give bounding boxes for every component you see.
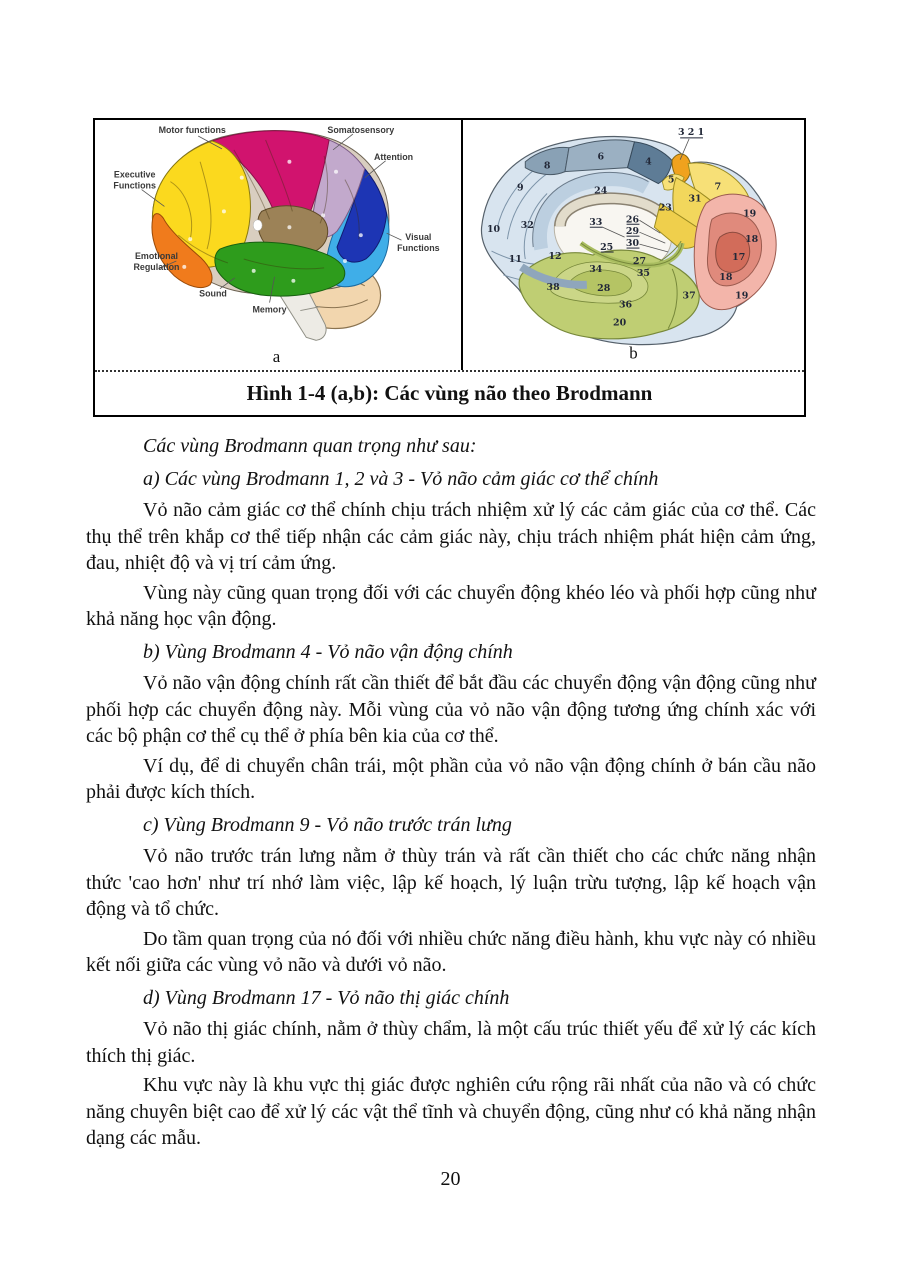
label-visual-1: Visual <box>405 232 432 243</box>
label-executive-2: Functions <box>113 180 156 191</box>
ba-37: 37 <box>682 290 696 302</box>
figure-panel-b <box>463 120 804 370</box>
label-emotional-1: Emotional <box>134 250 179 261</box>
ba-30: 30 <box>625 238 640 250</box>
section-a-heading: a) Các vùng Brodmann 1, 2 và 3 - Vỏ não cảm giác cơ thể chính <box>143 467 659 490</box>
ba-321-label: 3 2 1 <box>677 126 705 138</box>
section-c-heading: c) Vùng Brodmann 9 - Vỏ não trước trán lưng <box>143 813 512 836</box>
ba-24: 24 <box>594 185 608 197</box>
panel-b-letter: b <box>629 343 638 363</box>
figure-1-4 <box>93 118 806 417</box>
ba-19-upper: 19 <box>743 208 757 220</box>
label-somatosensory: Somatosensory <box>327 125 395 136</box>
ba-8: 8 <box>543 160 551 172</box>
paragraph: Do tầm quan trọng của nó đối với nhiều chức năng điều hành, khu vực này có nhiều kết nối giữa các vùng vỏ não và dưới vỏ não. <box>86 927 816 976</box>
ba-34: 34 <box>589 263 603 275</box>
ba-35: 35 <box>636 267 650 279</box>
paragraph: Vỏ não vận động chính rất cần thiết để bắt đầu các chuyển động vận động cũng như phối hợp các chuyển động này. Mỗi vùng của vỏ não vận động tương ứng chính xác với các bộ phận cơ thể cụ thể ở phía bên kia của cơ thể. <box>86 672 816 747</box>
ba-19-lower: 19 <box>735 290 749 302</box>
brodmann-brain-diagram <box>463 120 804 370</box>
label-visual-2: Functions <box>397 243 440 254</box>
ba-32: 32 <box>520 220 534 232</box>
ba-12: 12 <box>548 250 562 262</box>
ba-36: 36 <box>618 299 633 311</box>
functional-brain-diagram <box>95 120 461 370</box>
central-white-spot <box>253 220 262 231</box>
label-motor-functions: Motor functions <box>158 125 226 136</box>
ba-10: 10 <box>486 224 501 236</box>
ba-17: 17 <box>732 251 746 263</box>
figure-panel-a <box>95 120 463 370</box>
ba-26: 26 <box>625 214 640 226</box>
label-emotional-2: Regulation <box>133 261 180 272</box>
ba-23: 23 <box>658 202 672 214</box>
document-body <box>86 433 816 1155</box>
label-memory: Memory <box>252 304 287 315</box>
ba-25: 25 <box>600 242 614 254</box>
paragraph: Vỏ não thị giác chính, nằm ở thùy chẩm, là một cấu trúc thiết yếu để xử lý các kích thích thị giác. <box>86 1018 816 1067</box>
label-sound: Sound <box>199 288 227 299</box>
figure-caption: Hình 1-4 (a,b): Các vùng não theo Brodmann <box>95 370 804 415</box>
paragraph: Ví dụ, để di chuyển chân trái, một phần của vỏ não vận động chính ở bán cầu não phải được kích thích. <box>86 754 816 803</box>
label-attention: Attention <box>374 151 414 162</box>
paragraph: Vỏ não trước trán lưng nằm ở thùy trán và rất cần thiết cho các chức năng nhận thức 'cao hơn' như trí nhớ làm việc, lập kế hoạch, lý luận trừu tượng, lập kế hoạch vận động và tổ chức. <box>86 845 816 920</box>
ba-20: 20 <box>613 317 627 329</box>
label-executive-1: Executive <box>113 169 156 180</box>
panel-a-letter: a <box>272 347 281 367</box>
paragraph: Vỏ não cảm giác cơ thể chính chịu trách nhiệm xử lý các cảm giác của cơ thể. Các thụ thể trên khắp cơ thể tiếp nhận các cảm giác này, chịu trách nhiệm phát hiện cảm ứng, đau, nhiệt độ và vị trí cảm ứng. <box>86 499 816 574</box>
intro-line: Các vùng Brodmann quan trọng như sau: <box>143 435 477 457</box>
paragraph: Khu vực này là khu vực thị giác được nghiên cứu rộng rãi nhất của não và có chức năng chuyên biệt cao để xử lý các vật thể tĩnh và chuyển động, cũng như có khả năng nhận dạng các mẫu. <box>86 1074 816 1149</box>
ba-31: 31 <box>688 193 702 205</box>
ba-18-upper: 18 <box>745 234 759 246</box>
ba-5: 5 <box>667 174 675 186</box>
paragraph: Vùng này cũng quan trọng đối với các chuyển động khéo léo và phối hợp cũng như khả năng học vận động. <box>86 581 816 630</box>
ba-28: 28 <box>597 282 611 294</box>
ba-38: 38 <box>546 281 560 293</box>
section-b-heading: b) Vùng Brodmann 4 - Vỏ não vận động chính <box>143 640 513 663</box>
figure-panels <box>95 120 804 370</box>
ba-18-lower: 18 <box>719 271 733 283</box>
ba-6: 6 <box>597 151 605 163</box>
section-d-heading: d) Vùng Brodmann 17 - Vỏ não thị giác chính <box>143 986 510 1009</box>
ba-27: 27 <box>632 255 647 267</box>
ba-4: 4 <box>645 156 652 168</box>
ba-33: 33 <box>589 217 603 229</box>
page-number: 20 <box>440 1168 461 1190</box>
ba-7: 7 <box>714 181 722 193</box>
ba-9: 9 <box>517 182 524 194</box>
ba-11: 11 <box>508 253 522 265</box>
ba-29: 29 <box>625 226 640 238</box>
